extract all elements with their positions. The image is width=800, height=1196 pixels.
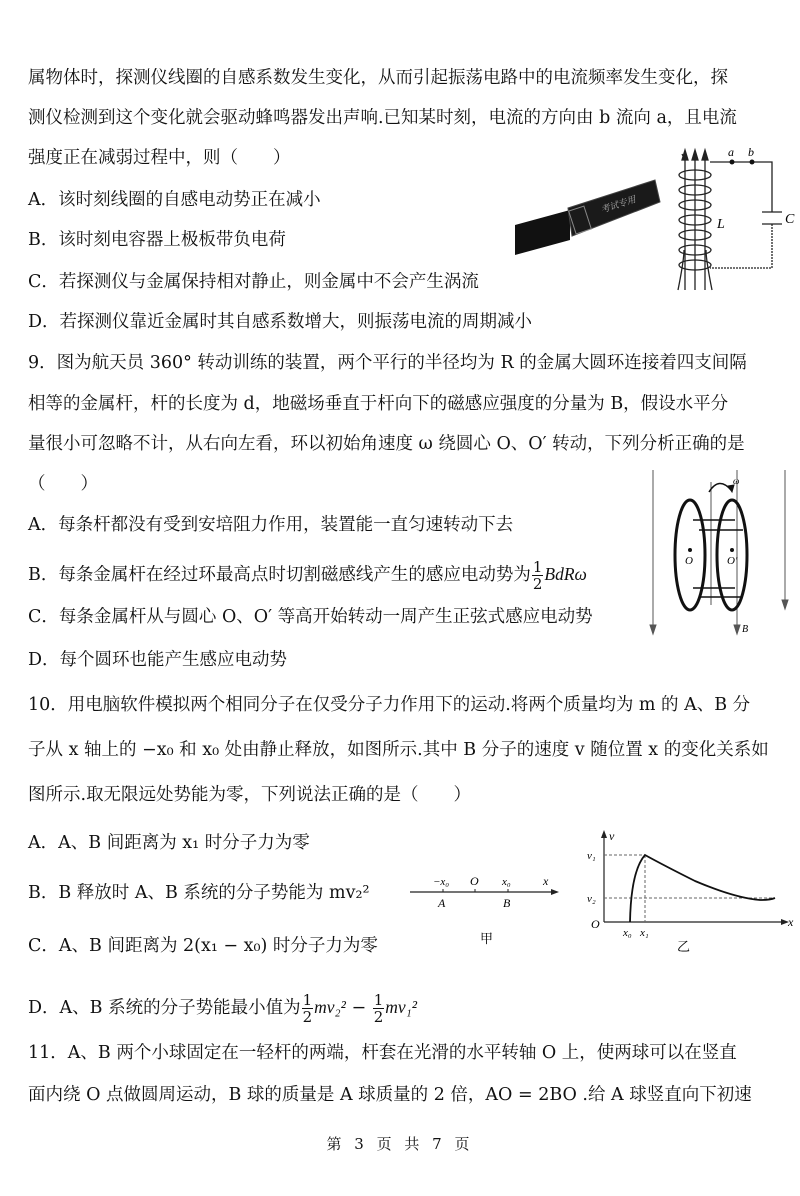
label-neg-x0: −x₀	[433, 876, 450, 888]
q10-option-c: C．A、B 间距离为 2(x₁ − x₀) 时分子力为零	[28, 936, 378, 956]
q9-option-b	[28, 559, 587, 592]
label-C: C	[785, 212, 795, 227]
formula: mv₂²	[314, 997, 346, 1017]
q8-option-b: B．该时刻电容器上极板带负电荷	[28, 230, 286, 250]
label-B: B	[503, 896, 511, 910]
text-line: 子从 x 轴上的 −x₀ 和 x₀ 处由静止释放，如图所示.其中 B 分子的速度 v 随位置 x 的变化关系如	[28, 740, 769, 760]
fraction: $\frac{1}{2}$	[302, 991, 313, 1026]
label-x0: x₀	[502, 876, 511, 888]
caption-jia: 甲	[480, 931, 494, 946]
q8-option-d: D．若探测仪靠近金属时其自感系数增大，则振荡电流的周期减小	[28, 312, 533, 332]
figure-yi-velocity-graph	[585, 826, 800, 956]
label-O: O	[591, 917, 600, 931]
label-v: v	[609, 829, 615, 843]
label-x: x	[543, 874, 549, 888]
label-v1: v₁	[587, 850, 596, 862]
text-line: 11．A、B 两个小球固定在一轻杆的两端，杆套在光滑的水平转轴 O 上，使两球可以在竖直	[28, 1043, 737, 1063]
q8-option-a: A．该时刻线圈的自感电动势正在减小	[28, 190, 321, 210]
text-line: 面内绕 O 点做圆周运动，B 球的质量是 A 球质量的 2 倍，AO = 2BO .给 A 球竖直向下初速	[28, 1085, 752, 1105]
q10-option-d	[28, 992, 417, 1025]
q9-option-d: D．每个圆环也能产生感应电动势	[28, 650, 288, 670]
q10-option-a: A．A、B 间距离为 x₁ 时分子力为零	[28, 833, 310, 853]
text-line: 9．图为航天员 360° 转动训练的装置，两个平行的半径均为 R 的金属大圆环连接着四支间隔	[28, 353, 747, 373]
fraction: $\frac{1}{2}$	[373, 991, 384, 1026]
formula: mv₁²	[385, 997, 417, 1017]
text-line: 量很小可忽略不计，从右向左看，环以初始角速度 ω 绕圆心 O、O′ 转动，下列分析正确的是	[28, 434, 745, 454]
option-text: B．每条金属杆在经过环最高点时切割磁感线产生的感应电动势为	[28, 565, 531, 585]
label-A: A	[438, 896, 446, 910]
minus-sign: −	[345, 998, 372, 1018]
text-line: 强度正在减弱过程中，则（ ）	[28, 148, 291, 168]
label-v2: v₂	[587, 893, 596, 905]
label-L: L	[717, 217, 725, 232]
label-O: O	[685, 555, 693, 567]
formula: BdRω	[544, 564, 587, 584]
figure-jia	[405, 865, 565, 950]
label-B: B	[742, 624, 749, 635]
fraction: $\frac{1}{2}$	[532, 558, 543, 593]
label-O-prime: O′	[727, 555, 738, 567]
metal-detector-figure	[510, 140, 800, 300]
label-x0: x₀	[623, 927, 632, 939]
device-label: 考试专用	[599, 194, 637, 215]
q8-option-c: C．若探测仪与金属保持相对静止，则金属中不会产生涡流	[28, 272, 479, 292]
option-text: D．A、B 系统的分子势能最小值为	[28, 998, 301, 1018]
q9-option-a: A．每条杆都没有受到安培阻力作用，装置能一直匀速转动下去	[28, 515, 514, 535]
rotating-rings-figure	[635, 470, 795, 640]
label-x1: x₁	[640, 927, 649, 939]
page-footer: 第 3 页 共 7 页	[326, 1135, 474, 1153]
label-x: x	[788, 915, 794, 929]
text-line: 属物体时，探测仪线圈的自感系数发生变化，从而引起振荡电路中的电流频率发生变化，探	[28, 68, 728, 88]
text-line: （ ）	[28, 474, 98, 494]
text-line: 10．用电脑软件模拟两个相同分子在仅受分子力作用下的运动.将两个质量均为 m 的 A、B 分	[28, 695, 751, 715]
label-a: a	[728, 145, 734, 159]
label-omega: ω	[733, 476, 740, 486]
label-b: b	[748, 145, 754, 159]
text-line: 图所示.取无限远处势能为零，下列说法正确的是（ ）	[28, 785, 472, 805]
q9-option-c: C．每条金属杆从与圆心 O、O′ 等高开始转动一周产生正弦式感应电动势	[28, 607, 593, 627]
q10-option-b: B．B 释放时 A、B 系统的分子势能为 mv₂²	[28, 883, 370, 903]
label-O: O	[470, 874, 479, 888]
detector-image	[515, 180, 660, 255]
text-line: 相等的金属杆，杆的长度为 d，地磁场垂直于杆向下的磁感应强度的分量为 B，假设水平分	[28, 394, 729, 414]
text-line: 测仪检测到这个变化就会驱动蜂鸣器发出声响.已知某时刻，电流的方向由 b 流向 a，且电流	[28, 108, 737, 128]
lc-circuit	[678, 150, 782, 290]
caption-yi: 乙	[677, 939, 691, 954]
